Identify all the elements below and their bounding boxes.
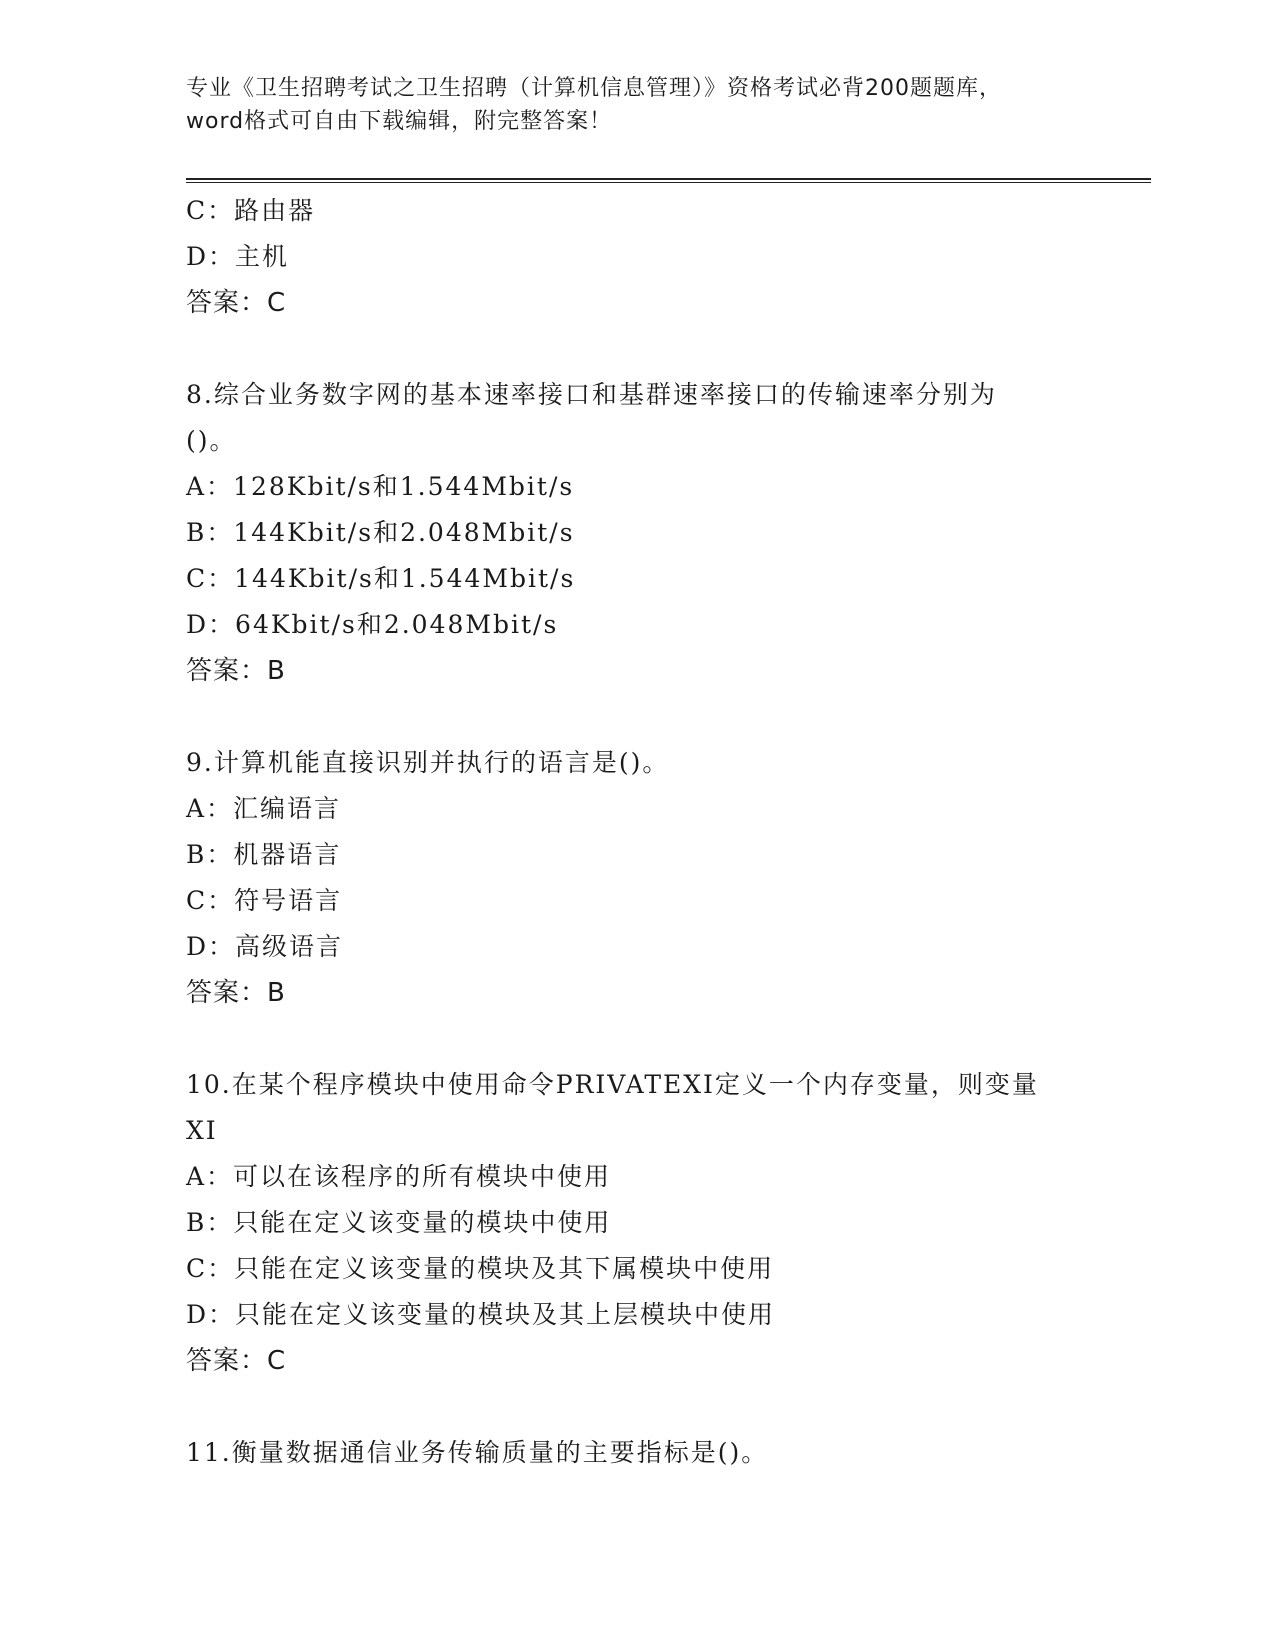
header-line-2: word格式可自由下载编辑，附完整答案！ (186, 109, 613, 134)
option-c: C：符号语言 (186, 886, 343, 915)
spacer (186, 1384, 1146, 1430)
question-8 (186, 372, 1146, 694)
question-stem-cont: XI (186, 1116, 218, 1145)
option-b: B：机器语言 (186, 840, 342, 869)
question-10 (186, 1062, 1146, 1384)
question-list (186, 188, 1146, 1476)
option-a: A：可以在该程序的所有模块中使用 (186, 1162, 612, 1191)
spacer (186, 326, 1146, 372)
spacer (186, 1016, 1146, 1062)
question-stem: 8.综合业务数字网的基本速率接口和基群速率接口的传输速率分别为 (186, 380, 997, 409)
option-a: A：128Kbit/s和1.544Mbit/s (186, 472, 575, 501)
question-stem-cont: ()。 (186, 426, 237, 455)
option-d: D：64Kbit/s和2.048Mbit/s (186, 610, 559, 639)
document-header (186, 72, 1086, 138)
question-7-tail (186, 188, 1146, 326)
option-d: D：主机 (186, 242, 290, 271)
question-11 (186, 1430, 1146, 1476)
option-d: D：只能在定义该变量的模块及其上层模块中使用 (186, 1300, 776, 1329)
option-a: A：汇编语言 (186, 794, 342, 823)
answer: 答案：C (186, 288, 287, 318)
spacer (186, 694, 1146, 740)
question-stem: 11.衡量数据通信业务传输质量的主要指标是()。 (186, 1438, 769, 1467)
header-line-1: 专业《卫生招聘考试之卫生招聘（计算机信息管理）》资格考试必背200题题库， (186, 76, 1002, 101)
question-stem: 9.计算机能直接识别并执行的语言是()。 (186, 748, 670, 777)
answer: 答案：B (186, 656, 286, 686)
option-b: B：144Kbit/s和2.048Mbit/s (186, 518, 575, 547)
option-c: C：路由器 (186, 196, 316, 225)
question-stem: 10.在某个程序模块中使用命令PRIVATEXI定义一个内存变量，则变量 (186, 1070, 1039, 1099)
answer: 答案：B (186, 978, 286, 1008)
option-b: B：只能在定义该变量的模块中使用 (186, 1208, 612, 1237)
answer: 答案：C (186, 1346, 287, 1376)
option-c: C：只能在定义该变量的模块及其下属模块中使用 (186, 1254, 775, 1283)
header-divider (186, 178, 1151, 183)
option-c: C：144Kbit/s和1.544Mbit/s (186, 564, 576, 593)
question-9 (186, 740, 1146, 1016)
option-d: D：高级语言 (186, 932, 344, 961)
